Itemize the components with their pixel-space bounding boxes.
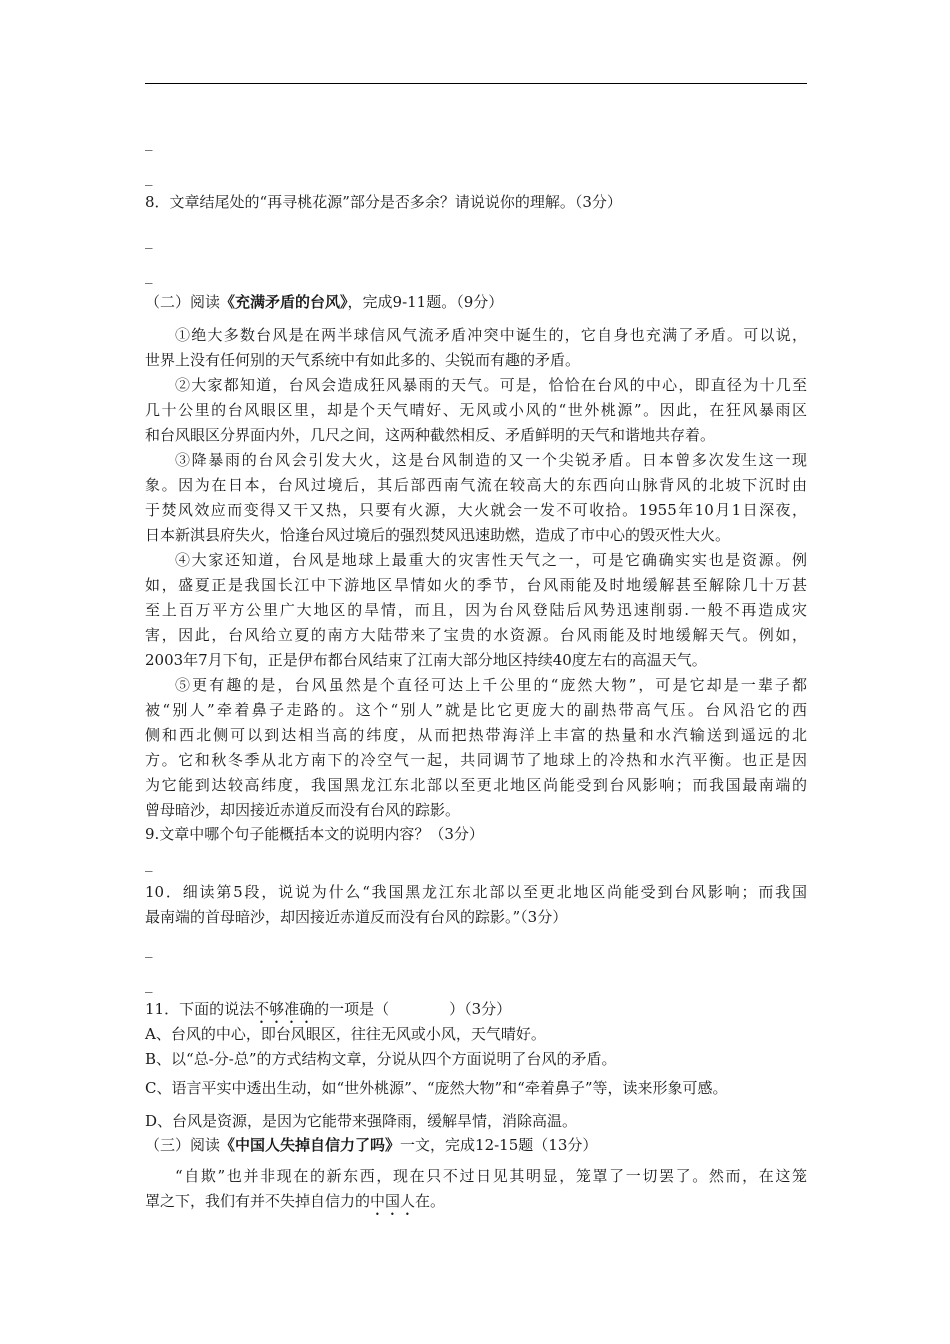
paragraph-line: 和台风眼区分界面内外，几尺之间，这两种截然相反、矛盾鲜明的天气和谐地共存着。 [145, 426, 716, 444]
paragraph-line: ③降暴雨的台风会引发大火，这是台风制造的又一个尖锐矛盾。日本曾多次发生这一现 [175, 451, 807, 469]
answer-space-8[interactable] [145, 228, 807, 288]
paragraph-6 [145, 1164, 807, 1214]
option-b: B、以“总-分-总”的方式结构文章，分说从四个方面说明了台风的矛盾。 [145, 1050, 617, 1068]
answer-line[interactable]: _ [145, 168, 153, 186]
question-11 [145, 997, 807, 1134]
section-3-heading [145, 1133, 807, 1158]
option-c: C、语言平实中透出生动，如“世外桃源”、“庞然大物”和“牵着鼻子”等，读来形象可感。 [145, 1079, 728, 1097]
answer-space-10[interactable] [145, 937, 807, 997]
paragraph-line: 害，因此，台风给立夏的南方大陆带来了宝贵的水资源。台风雨能及时地缓解天气。例如， [145, 626, 807, 644]
paragraph-5 [145, 673, 807, 823]
paragraph-3 [145, 448, 807, 548]
paragraph-4 [145, 548, 807, 673]
section-3-prefix: （三）阅读 [145, 1136, 221, 1154]
article-body [145, 323, 807, 823]
paragraph-line: 几十公里的台风眼区里，却是个天气晴好、无风或小风的“世外桃源”。因此，在狂风暴雨区 [145, 401, 807, 419]
section-3-suffix: 一文，完成12-15题（13分） [400, 1136, 598, 1154]
section-3-title: 《中国人失掉自信力了吗》 [220, 1136, 401, 1154]
question-11-stem [145, 997, 807, 1022]
paragraph-line: 象。因为在日本，台风过境后，其后部西南气流在较高大的东西向山脉背风的北坡下沉时由 [145, 476, 807, 494]
question-11-emphasis: 不够准确 [254, 1000, 315, 1018]
question-9-text: 9.文章中哪个句子能概括本文的说明内容？（3分） [145, 825, 484, 843]
section-2-prefix: （二）阅读 [145, 293, 221, 311]
section-2-heading [145, 290, 807, 315]
paragraph-line: 曾母暗沙，却因接近赤道反而没有台风的踪影。 [145, 801, 461, 819]
paragraph-line [145, 1189, 807, 1214]
paragraph-line: 被“别人”牵着鼻子走路的。这个“别人”就是比它更庞大的副热带高气压。台风沿它的西 [145, 701, 807, 719]
paragraph-line: 方。它和秋冬季从北方南下的冷空气一起，共同调节了地球上的冷热和水汽平衡。也正是因 [145, 751, 807, 769]
paragraph-line: 于焚风效应而变得又干又热，只要有火源，大火就会一发不可收拾。1955年10月1日深夜， [145, 501, 807, 519]
answer-line[interactable]: _ [145, 854, 153, 872]
paragraph-text: 在。 [415, 1192, 446, 1210]
paragraph-line: “自欺”也并非现在的新东西，现在只不过日见其明显，笼罩了一切罢了。然而，在这笼 [175, 1167, 807, 1185]
question-10-line: 最南端的首母暗沙，却因接近赤道反而没有台风的踪影。”（3分） [145, 908, 568, 926]
option-d: D、台风是资源，是因为它能带来强降雨，缓解旱情，消除高温。 [145, 1112, 578, 1130]
answer-line[interactable]: _ [145, 133, 153, 151]
paragraph-line: 至上百万平方公里广大地区的旱情，而且，因为台风登陆后风势迅速削弱.一般不再造成灾 [145, 601, 807, 619]
question-8 [145, 190, 807, 215]
paragraph-line: 侧和西北侧可以到达相当高的纬度，从而把热带海洋上丰富的热量和水汽输送到遥远的北 [145, 726, 807, 744]
answer-line[interactable]: _ [145, 940, 153, 958]
answer-line[interactable]: _ [145, 266, 153, 284]
paragraph-line: ⑤更有趣的是，台风虽然是个直径可达上千公里的“庞然大物”，可是它却是一辈子都 [175, 676, 807, 694]
question-9 [145, 822, 807, 847]
paragraph-line: 2003年7月下旬，正是伊布都台风结束了江南大部分地区持续40度左右的高温天气。 [145, 651, 707, 669]
question-11-suffix: 的一项是（ ）（3分） [314, 1000, 512, 1018]
header-rule [145, 83, 807, 84]
answer-space-9[interactable] [145, 851, 807, 876]
option-a: A、台风的中心，即台风眼区，往往无风或小风，天气晴好。 [145, 1025, 546, 1043]
question-10-line: 10．细读第5段，说说为什么“我国黑龙江东北部以至更北地区尚能受到台风影响；而我国 [145, 883, 807, 901]
paragraph-line: 世界上没有任何别的天气系统中有如此多的、尖锐而有趣的矛盾。 [145, 351, 581, 369]
paragraph-line: ①绝大多数台风是在两半球信风气流矛盾冲突中诞生的，它自身也充满了矛盾。可以说， [175, 326, 807, 344]
answer-line[interactable]: _ [145, 231, 153, 249]
paragraph-emphasis: 中国人 [370, 1192, 416, 1210]
section-2-suffix: ，完成9-11题。（9分） [347, 293, 504, 311]
paragraph-line: ②大家都知道，台风会造成狂风暴雨的天气。可是，恰恰在台风的中心，即直径为十几至 [175, 376, 807, 394]
answer-line[interactable]: _ [145, 975, 153, 993]
answer-space-7[interactable] [145, 130, 807, 190]
paragraph-1 [145, 323, 807, 373]
section-2-title: 《充满矛盾的台风》 [220, 293, 348, 311]
question-11-prefix: 11．下面的说法 [145, 1000, 255, 1018]
paragraph-line: ④大家还知道，台风是地球上最重大的灾害性天气之一，可是它确确实实也是资源。例 [175, 551, 807, 569]
paragraph-2 [145, 373, 807, 448]
paragraph-line: 如，盛夏正是我国长江中下游地区旱情如火的季节，台风雨能及时地缓解甚至解除几十万甚 [145, 576, 807, 594]
paragraph-line: 日本新淇县府失火，恰逢台风过境后的强烈焚风迅速助燃，造成了市中心的毁灭性大火。 [145, 526, 731, 544]
paragraph-line: 为它能到达较高纬度，我国黑龙江东北部以至更北地区尚能受到台风影响；而我国最南端的 [145, 776, 807, 794]
question-10 [145, 880, 807, 930]
question-8-text: 8．文章结尾处的“再寻桃花源”部分是否多余？请说说你的理解。（3分） [145, 193, 622, 211]
paragraph-text: 罩之下，我们有并不失掉自信力的 [145, 1192, 371, 1210]
